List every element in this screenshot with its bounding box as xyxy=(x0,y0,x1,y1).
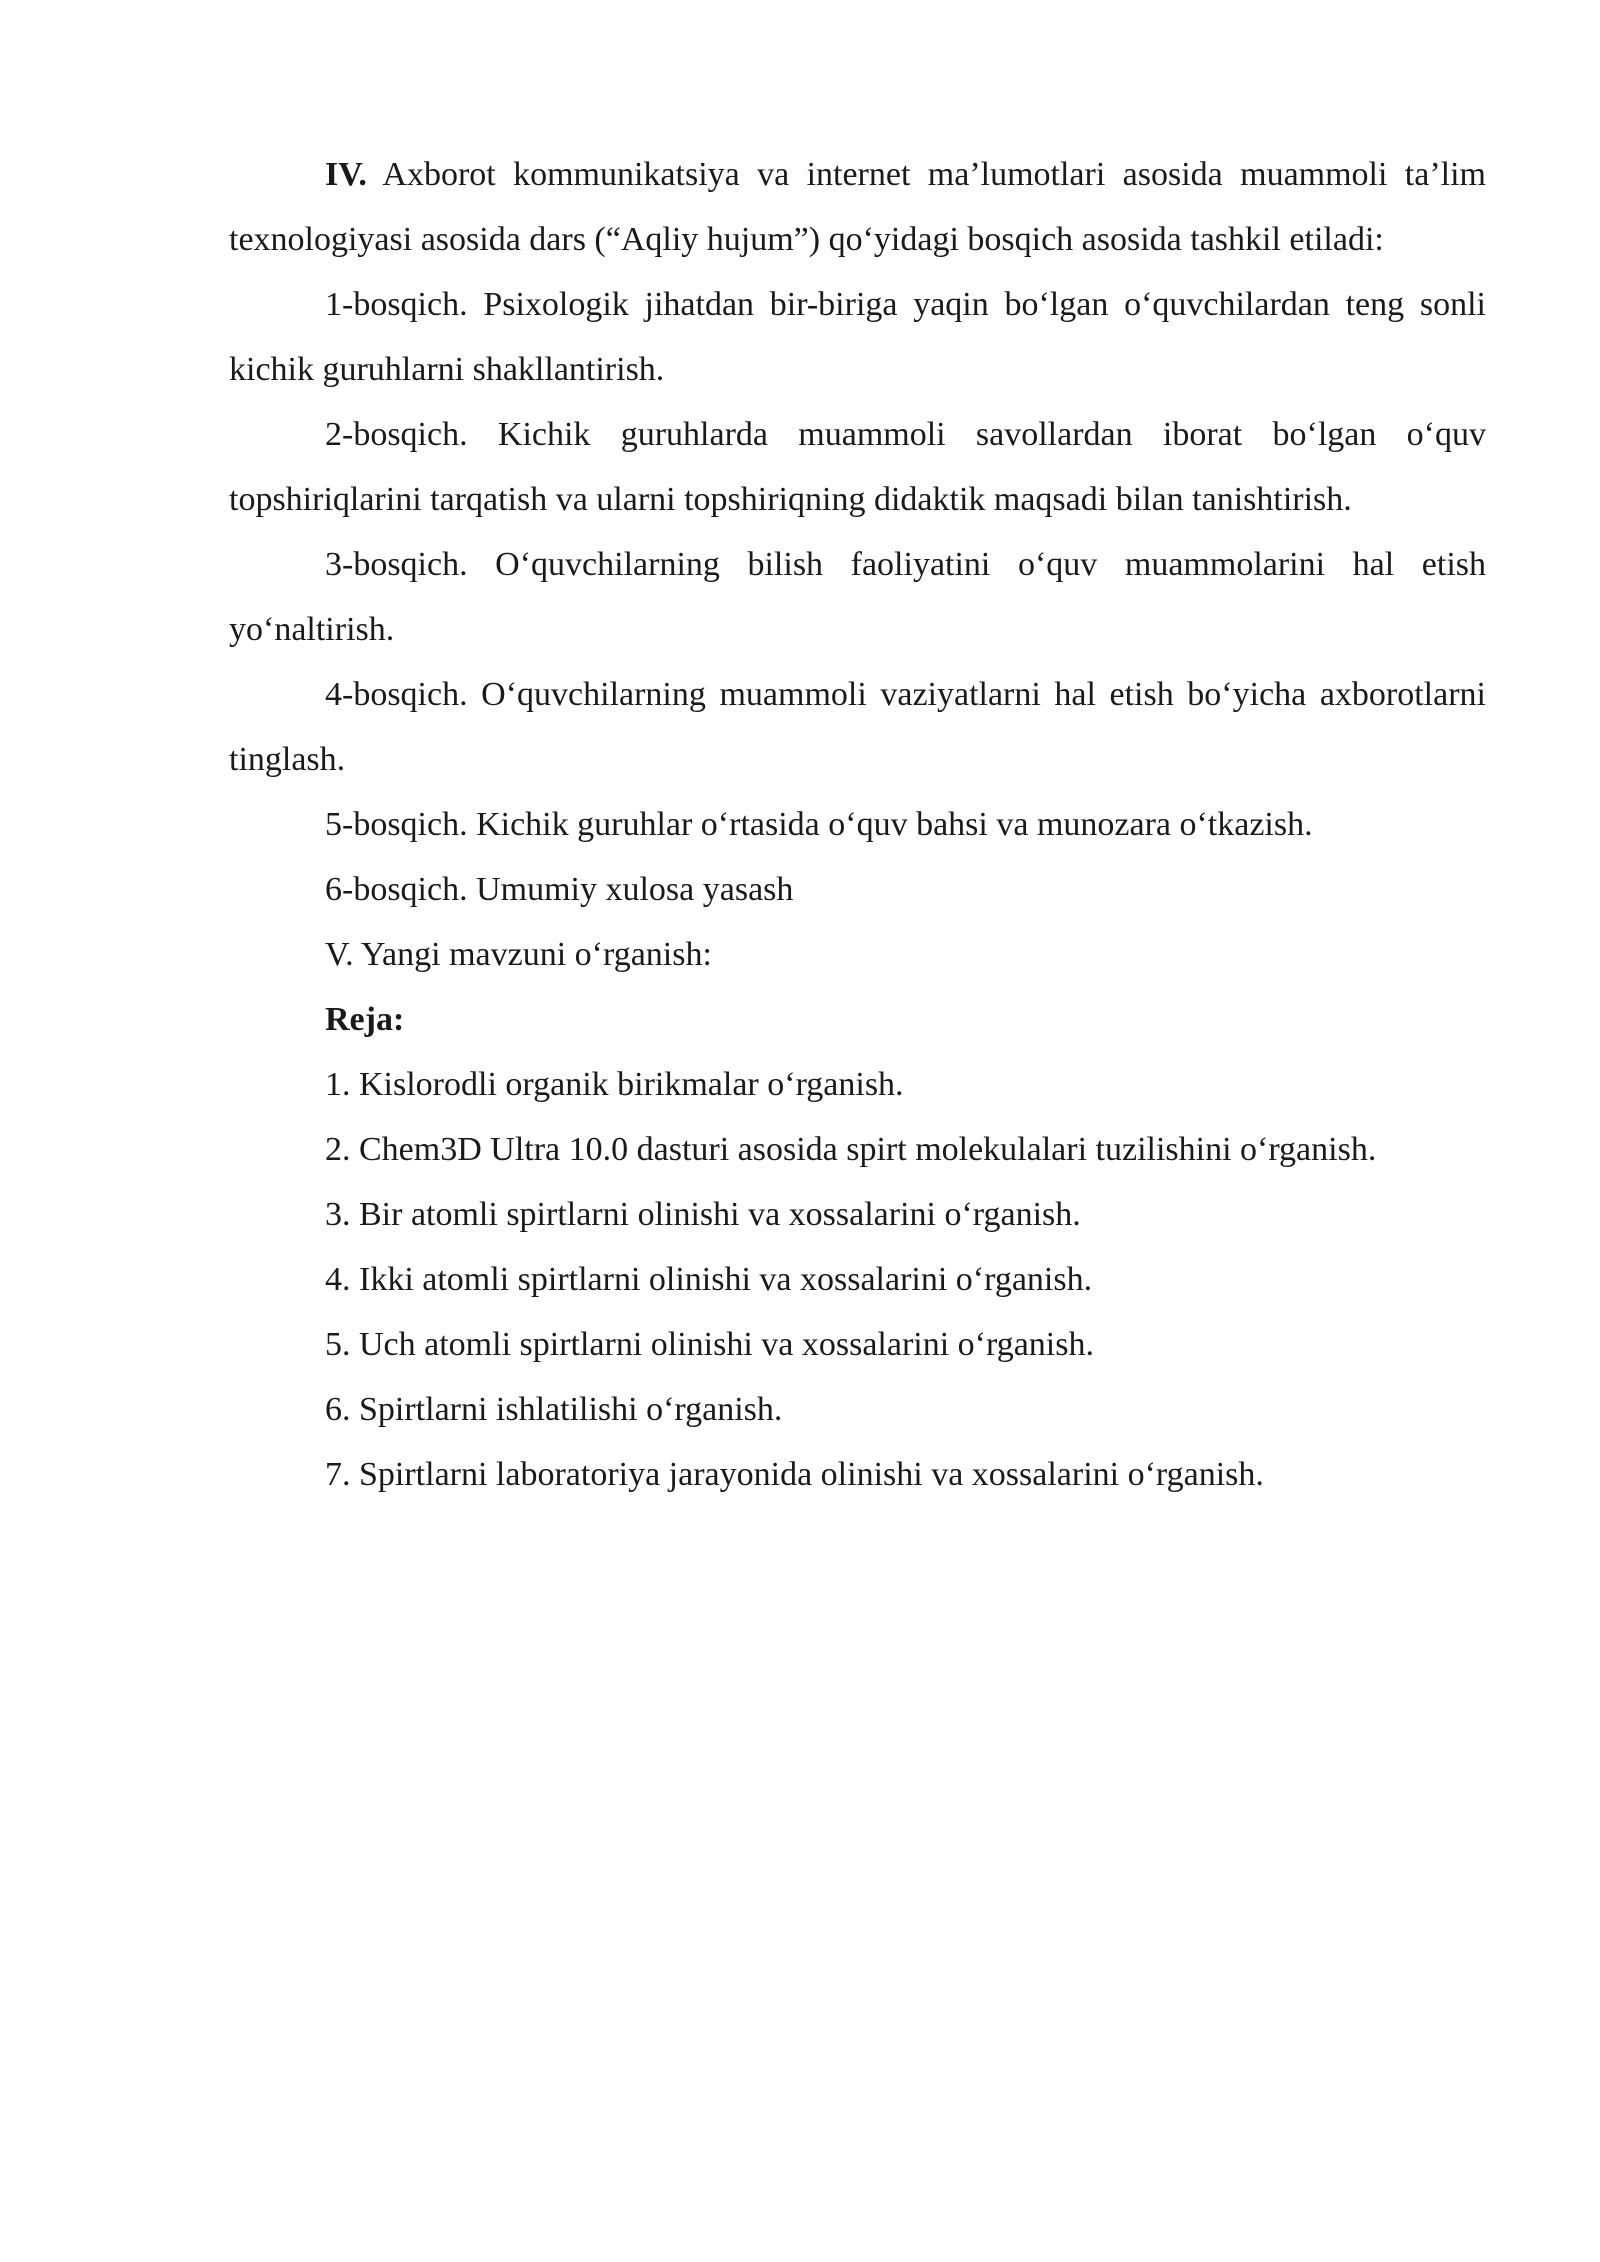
section-iv-text: Axborot kommunikatsiya va internet ma’lumotlari asosida muammoli ta’lim texnologiyasi asosida dars (“Aqliy hujum”) qo‘yidagi bosqich asosida tashkil etiladi: xyxy=(229,156,1487,258)
stage-1: 1-bosqich. Psixologik jihatdan bir-biriga yaqin bo‘lgan o‘quvchilardan teng sonli kichik guruhlarni shakllantirish. xyxy=(229,286,1486,388)
plan-item-5: 5. Uch atomli spirtlarni olinishi va xossalarini o‘rganish. xyxy=(325,1326,1094,1363)
plan-item-7: 7. Spirtlarni laboratoriya jarayonida olinishi va xossalarini o‘rganish. xyxy=(325,1456,1264,1493)
stage-3: 3-bosqich. O‘quvchilarning bilish faoliyatini o‘quv muammolarini hal etish yo‘naltirish. xyxy=(229,546,1486,648)
section-iv-label: IV. xyxy=(325,156,367,193)
stage-4: 4-bosqich. O‘quvchilarning muammoli vaziyatlarni hal etish bo‘yicha axborotlarni tinglash. xyxy=(229,676,1486,778)
plan-item-6: 6. Spirtlarni ishlatilishi o‘rganish. xyxy=(325,1391,783,1428)
stage-5: 5-bosqich. Kichik guruhlar o‘rtasida o‘quv bahsi va munozara o‘tkazish. xyxy=(325,806,1313,843)
plan-item-4: 4. Ikki atomli spirtlarni olinishi va xossalarini o‘rganish. xyxy=(325,1261,1093,1298)
plan-item-2: 2. Chem3D Ultra 10.0 dasturi asosida spirt molekulalari tuzilishini o‘rganish. xyxy=(325,1131,1377,1168)
plan-item-1: 1. Kislorodli organik birikmalar o‘rganish. xyxy=(325,1066,904,1103)
section-v-heading: V. Yangi mavzuni o‘rganish: xyxy=(325,936,712,973)
plan-title: Reja: xyxy=(325,1001,405,1038)
stage-2: 2-bosqich. Kichik guruhlarda muammoli savollardan iborat bo‘lgan o‘quv topshiriqlarini tarqatish va ularni topshiriqning didaktik maqsadi bilan tanishtirish. xyxy=(229,416,1486,518)
document-body xyxy=(229,142,1486,1507)
section-iv-paragraph xyxy=(229,142,1486,272)
plan-item-3: 3. Bir atomli spirtlarni olinishi va xossalarini o‘rganish. xyxy=(325,1196,1081,1233)
stage-6: 6-bosqich. Umumiy xulosa yasash xyxy=(325,871,794,908)
